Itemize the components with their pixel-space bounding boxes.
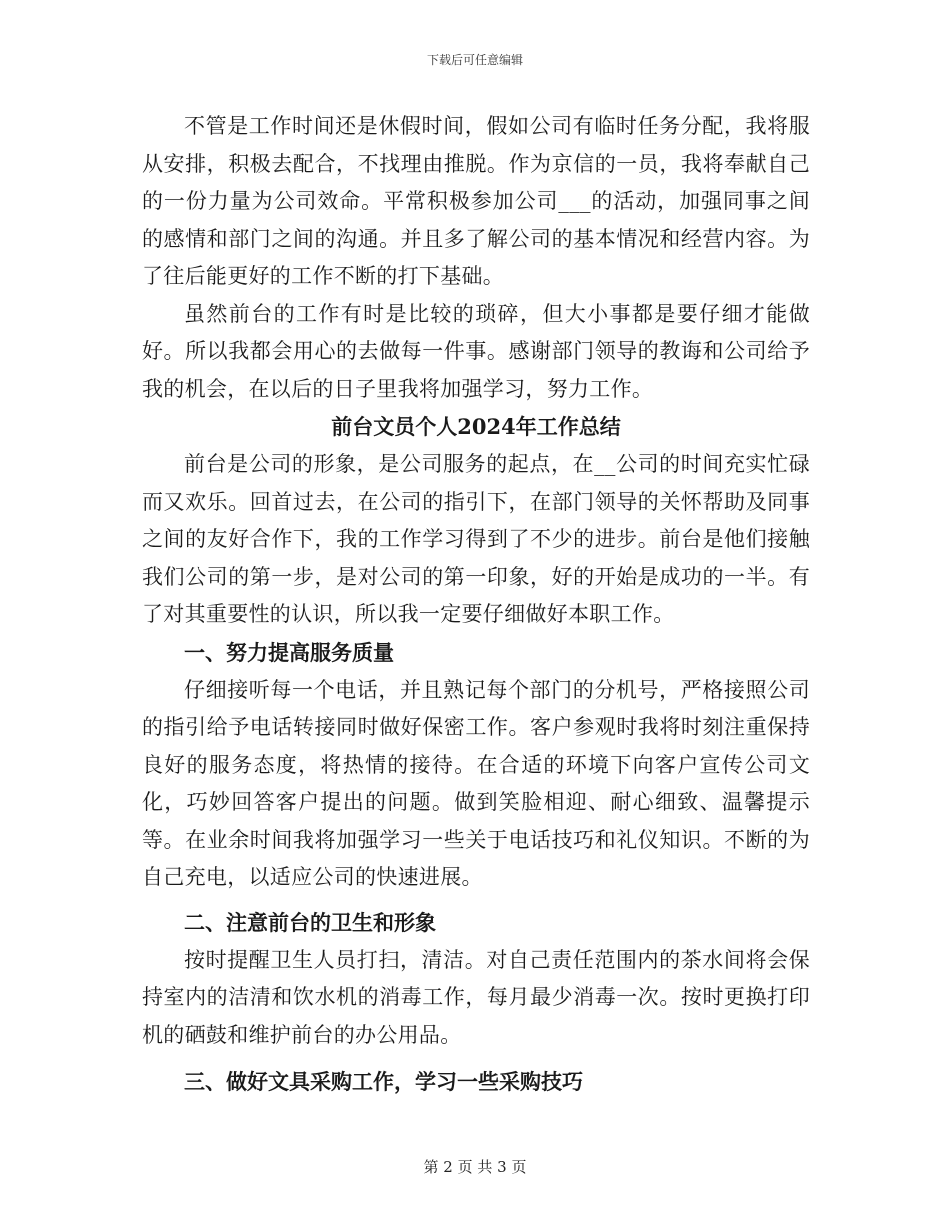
- document-body: [142, 108, 810, 1101]
- heading-1-body: 仔细接听每一个电话，并且熟记每个部门的分机号，严格接照公司的指引给予电话转接同时做好保密工作。客户参观时我将时刻注重保持良好的服务态度，将热情的接待。在合适的环境下向客户宣传公司文化，巧妙回答客户提出的问题。做到笑脸相迎、耐心细致、温馨提示等。在业余时间我将加强学习一些关于电话技巧和礼仪知识。不断的为自己充电，以适应公司的快速进展。: [142, 677, 810, 889]
- heading-2: 二、注意前台的卫生和形象: [184, 909, 436, 935]
- heading-3: 三、做好文具采购工作，学习一些采购技巧: [184, 1069, 583, 1094]
- body-paragraph-2: 虽然前台的工作有时是比较的琐碎，但大小事都是要仔细才能做好。所以我都会用心的去做每一件事。感谢部门领导的教诲和公司给予我的机会，在以后的日子里我将加强学习，努力工作。: [142, 301, 810, 401]
- heading-2-body: 按时提醒卫生人员打扫，清洁。对自己责任范围内的茶水间将会保持室内的洁清和饮水机的消毒工作，每月最少消毒一次。按时更换打印机的硒鼓和维护前台的办公用品。: [142, 947, 810, 1047]
- heading-1: 一、努力提高服务质量: [184, 639, 394, 665]
- section-intro-paragraph: 前台是公司的形象，是公司服务的起点，在__公司的时间充实忙碌而又欢乐。回首过去，在公司的指引下，在部门领导的关怀帮助及同事之间的友好合作下，我的工作学习得到了不少的进步。前台是他们接触我们公司的第一步，是对公司的第一印象，好的开始是成功的一半。有了对其重要性的认识，所以我一定要仔细做好本职工作。: [142, 452, 810, 626]
- page-header-note: 下载后可任意编辑: [426, 53, 523, 67]
- body-paragraph-1: 不管是工作时间还是休假时间，假如公司有临时任务分配，我将服从安排，积极去配合，不找理由推脱。作为京信的一员，我将奉献自己的一份力量为公司效命。平常积极参加公司___的活动，加强同事之间的感情和部门之间的沟通。并且多了解公司的基本情况和经营内容。为了往后能更好的工作不断的打下基础。: [142, 114, 810, 288]
- page-number-footer: 第 2 页 共 3 页: [423, 1158, 527, 1176]
- section-title: 前台文员个人2024年工作总结: [331, 414, 621, 439]
